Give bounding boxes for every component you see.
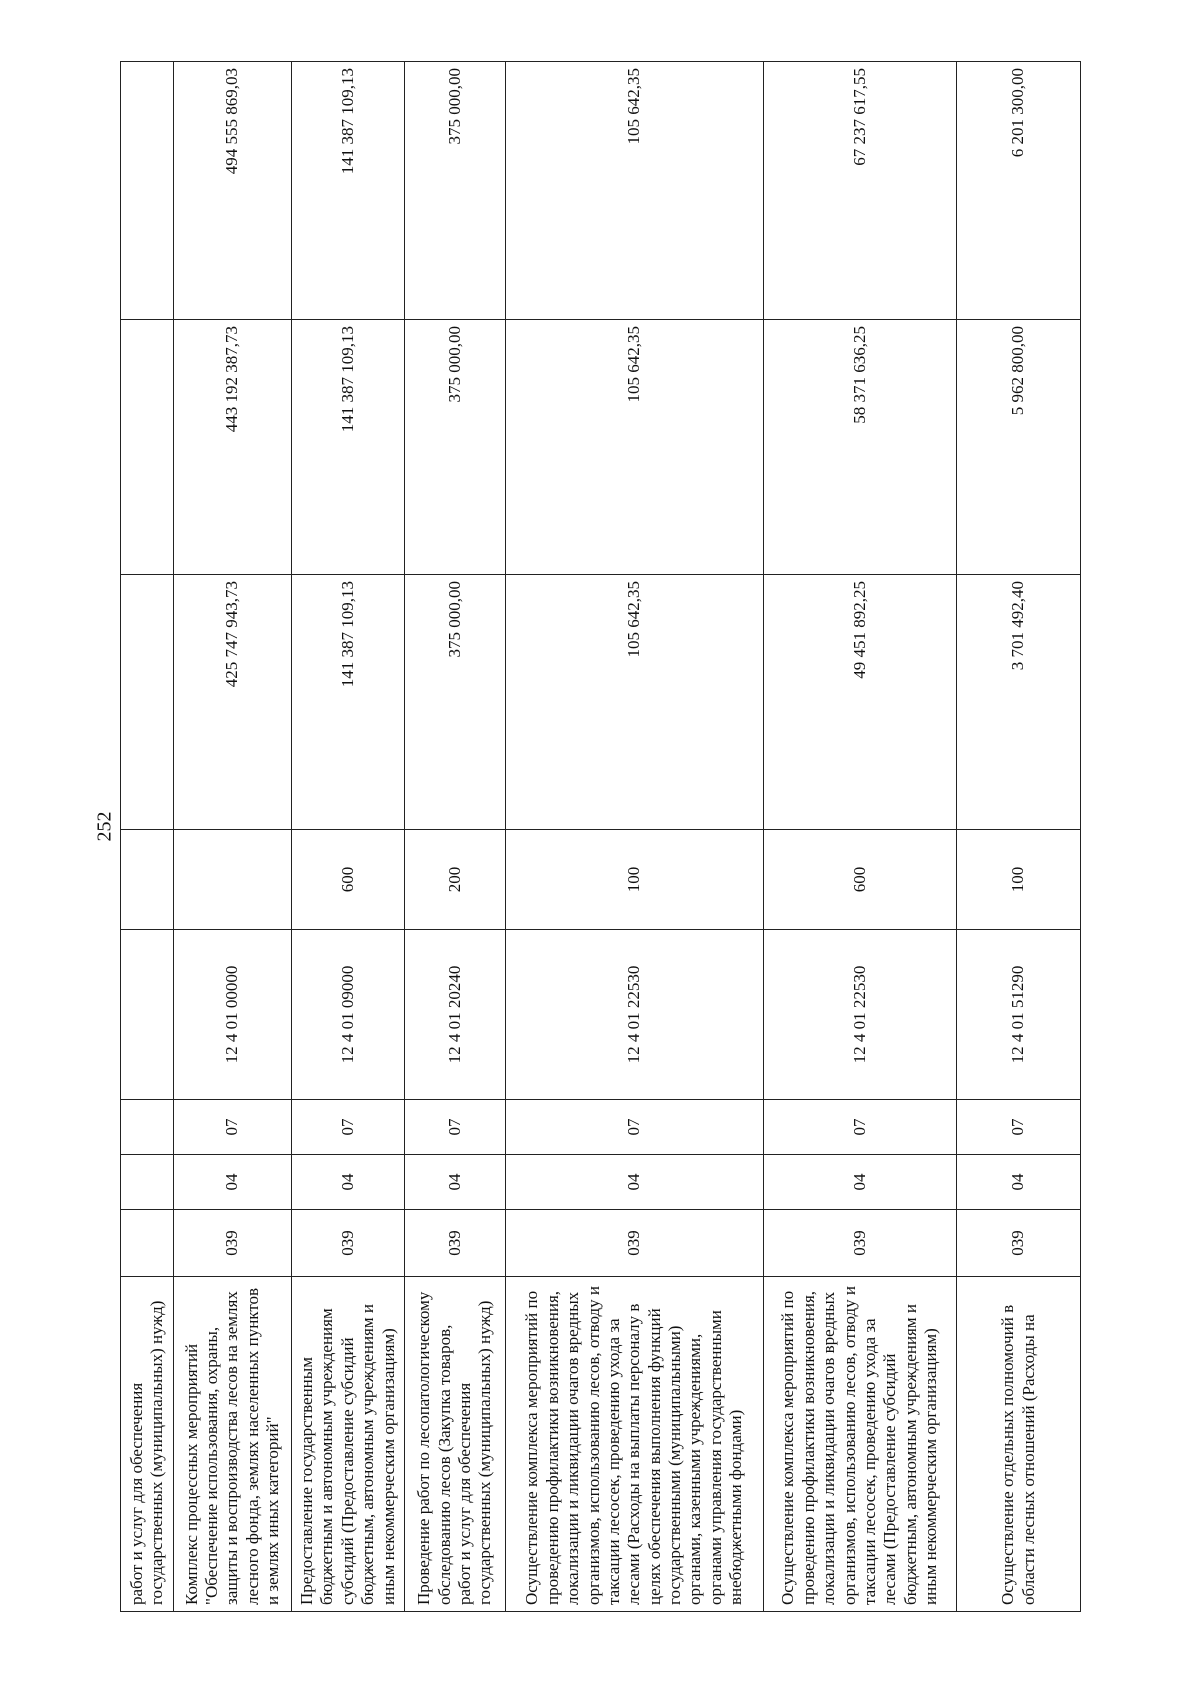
subsection-code: 07 <box>292 1100 405 1155</box>
expense-type-code: 600 <box>292 830 405 930</box>
section-code: 04 <box>957 1155 1081 1210</box>
table-row <box>292 62 405 1612</box>
table-row <box>405 62 506 1612</box>
amount-year-1: 49 451 892,25 <box>764 575 957 830</box>
section-code: 04 <box>405 1155 506 1210</box>
amount-year-1 <box>121 575 174 830</box>
subsection-code: 07 <box>957 1100 1081 1155</box>
ved-code: 039 <box>957 1210 1081 1277</box>
amount-year-1: 3 701 492,40 <box>957 575 1081 830</box>
section-code: 04 <box>174 1155 292 1210</box>
amount-year-2: 5 962 800,00 <box>957 320 1081 575</box>
page-number: 252 <box>93 811 116 842</box>
section-code: 04 <box>292 1155 405 1210</box>
budget-table <box>120 61 1081 1612</box>
amount-year-3 <box>121 62 174 320</box>
expense-type-code: 200 <box>405 830 506 930</box>
table-row <box>174 62 292 1612</box>
rotated-table-container <box>120 62 1080 1612</box>
target-article-code: 12 4 01 20240 <box>405 930 506 1100</box>
target-article-code: 12 4 01 00000 <box>174 930 292 1100</box>
target-article-code: 12 4 01 22530 <box>506 930 764 1100</box>
amount-year-3: 6 201 300,00 <box>957 62 1081 320</box>
subsection-code: 07 <box>506 1100 764 1155</box>
ved-code <box>121 1210 174 1277</box>
amount-year-1: 375 000,00 <box>405 575 506 830</box>
table-body <box>121 62 1081 1612</box>
section-code: 04 <box>506 1155 764 1210</box>
expense-type-code: 100 <box>506 830 764 930</box>
target-article-code: 12 4 01 51290 <box>957 930 1081 1100</box>
row-description: Осуществление комплекса мероприятий по проведению профилактики возникновения, локализации и ликвидации очагов вредных организмов, использованию лесов, отводу и таксации лесосек, проведению ухода за лесами (Расходы на выплаты персоналу в целях обеспечения выполнения функций государственными (муниципальными) органами, казенными учреждениями, органами управления государственными внебюджетными фондами) <box>506 1277 764 1612</box>
ved-code: 039 <box>174 1210 292 1277</box>
row-description: Комплекс процессных мероприятий "Обеспечение использования, охраны, защиты и воспроизводства лесов на землях лесного фонда, землях населенных пунктов и землях иных категорий" <box>174 1277 292 1612</box>
amount-year-2: 58 371 636,25 <box>764 320 957 575</box>
target-article-code <box>121 930 174 1100</box>
target-article-code: 12 4 01 22530 <box>764 930 957 1100</box>
table-row <box>506 62 764 1612</box>
subsection-code: 07 <box>405 1100 506 1155</box>
ved-code: 039 <box>506 1210 764 1277</box>
row-description: Осуществление отдельных полномочий в области лесных отношений (Расходы на <box>957 1277 1081 1612</box>
amount-year-1: 425 747 943,73 <box>174 575 292 830</box>
amount-year-1: 141 387 109,13 <box>292 575 405 830</box>
amount-year-2: 443 192 387,73 <box>174 320 292 575</box>
section-code: 04 <box>764 1155 957 1210</box>
amount-year-2: 105 642,35 <box>506 320 764 575</box>
amount-year-2: 141 387 109,13 <box>292 320 405 575</box>
row-description: Осуществление комплекса мероприятий по проведению профилактики возникновения, локализации и ликвидации очагов вредных организмов, использованию лесов, отводу и таксации лесосек, проведению ухода за лесами (Предоставление субсидий бюджетным, автономным учреждениям и иным некоммерческим организациям) <box>764 1277 957 1612</box>
ved-code: 039 <box>764 1210 957 1277</box>
amount-year-3: 141 387 109,13 <box>292 62 405 320</box>
section-code <box>121 1155 174 1210</box>
amount-year-2: 375 000,00 <box>405 320 506 575</box>
table-row <box>764 62 957 1612</box>
expense-type-code <box>174 830 292 930</box>
row-description: Предоставление государственным бюджетным и автономным учреждениям субсидий (Предоставление субсидий бюджетным, автономным учреждениям и иным некоммерческим организациям) <box>292 1277 405 1612</box>
ved-code: 039 <box>292 1210 405 1277</box>
amount-year-3: 67 237 617,55 <box>764 62 957 320</box>
subsection-code: 07 <box>764 1100 957 1155</box>
ved-code: 039 <box>405 1210 506 1277</box>
expense-type-code <box>121 830 174 930</box>
table-row <box>121 62 174 1612</box>
amount-year-3: 375 000,00 <box>405 62 506 320</box>
target-article-code: 12 4 01 09000 <box>292 930 405 1100</box>
table-row <box>957 62 1081 1612</box>
subsection-code: 07 <box>174 1100 292 1155</box>
row-description: работ и услуг для обеспечения государственных (муниципальных) нужд) <box>121 1277 174 1612</box>
amount-year-2 <box>121 320 174 575</box>
expense-type-code: 100 <box>957 830 1081 930</box>
subsection-code <box>121 1100 174 1155</box>
row-description: Проведение работ по лесопатологическому обследованию лесов (Закупка товаров, работ и услуг для обеспечения государственных (муниципальных) нужд) <box>405 1277 506 1612</box>
amount-year-1: 105 642,35 <box>506 575 764 830</box>
amount-year-3: 105 642,35 <box>506 62 764 320</box>
amount-year-3: 494 555 869,03 <box>174 62 292 320</box>
expense-type-code: 600 <box>764 830 957 930</box>
